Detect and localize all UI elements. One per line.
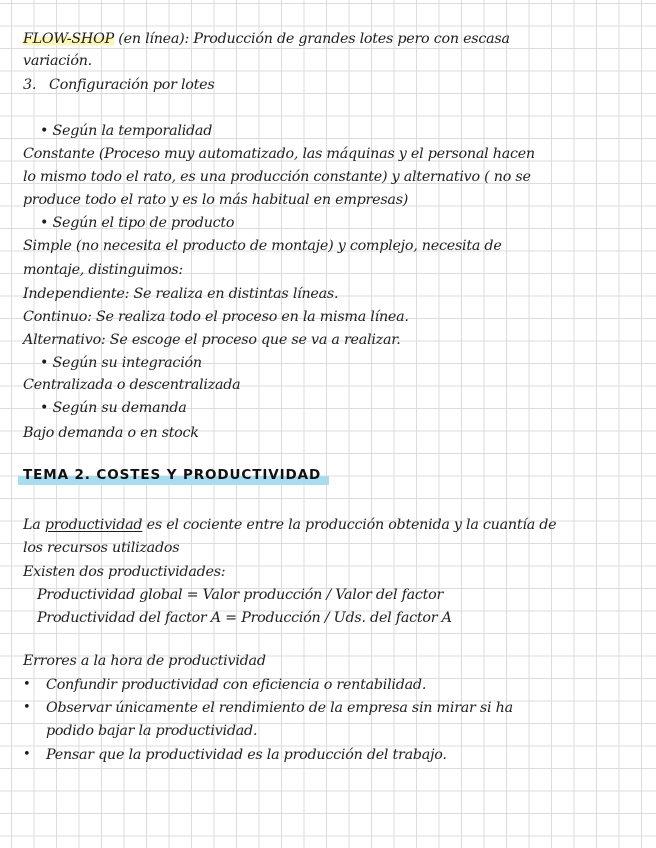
error-item: Pensar que la productividad es la producción del trabajo. — [46, 747, 447, 763]
text-line: Alternativo: Se escoge el proceso que se va a realizar. — [23, 332, 401, 348]
errors-title: Errores a la hora de productividad — [23, 653, 266, 669]
text-line: variación. — [23, 53, 92, 69]
text-line: montaje, distinguimos: — [23, 262, 183, 278]
text-line: Continuo: Se realiza todo el proceso en la misma línea. — [23, 309, 409, 325]
error-item: Observar únicamente el rendimiento de la empresa sin mirar si ha — [46, 700, 513, 716]
flow-shop-line: FLOW-SHOP (en línea): Producción de grandes lotes pero con escasa — [23, 31, 510, 47]
bullet-icon: • — [40, 123, 49, 139]
text-line: Centralizada o descentralizada — [23, 377, 241, 393]
bullet-tipo-producto: • Según el tipo de producto — [40, 215, 235, 231]
bullet-icon: • — [23, 700, 31, 715]
text-line: Simple (no necesita el producto de montaje) y complejo, necesita de — [23, 238, 502, 254]
formula-global: Productividad global = Valor producción / Valor del factor — [37, 587, 444, 603]
bullet-temporalidad: • Según la temporalidad — [40, 123, 213, 139]
bullet-integracion: • Según su integración — [40, 355, 202, 371]
section-heading: TEMA 2. COSTES Y PRODUCTIVIDAD — [18, 463, 329, 487]
text-line: produce todo el rato y es lo más habitual en empresas) — [23, 192, 409, 208]
text-line: lo mismo todo el rato, es una producción constante) y alternativo ( no se — [23, 169, 531, 185]
text-line: Constante (Proceso muy automatizado, las máquinas y el personal hacen — [23, 146, 535, 162]
formula-factor: Productividad del factor A = Producción / Uds. del factor A — [37, 610, 452, 626]
text-line: Existen dos productividades: — [23, 564, 226, 580]
error-item: Confundir productividad con eficiencia o rentabilidad. — [46, 677, 427, 693]
flow-shop-term: FLOW-SHOP — [23, 31, 114, 47]
bullet-icon: • — [40, 355, 49, 371]
error-item-continued: podido bajar la productividad. — [46, 723, 258, 739]
definition-line: La productividad es el cociente entre la producción obtenida y la cuantía de — [23, 517, 557, 533]
bullet-icon: • — [40, 400, 49, 416]
bullet-icon: • — [40, 215, 49, 231]
text-line: Independiente: Se realiza en distintas líneas. — [23, 286, 339, 302]
bullet-icon: • — [23, 747, 31, 762]
text-line: Bajo demanda o en stock — [23, 425, 199, 441]
text-line: los recursos utilizados — [23, 540, 180, 556]
bullet-demanda: • Según su demanda — [40, 400, 187, 416]
productividad-term: productividad — [44, 517, 143, 533]
bullet-icon: • — [23, 677, 31, 692]
numbered-heading: 3. Configuración por lotes — [23, 77, 215, 93]
